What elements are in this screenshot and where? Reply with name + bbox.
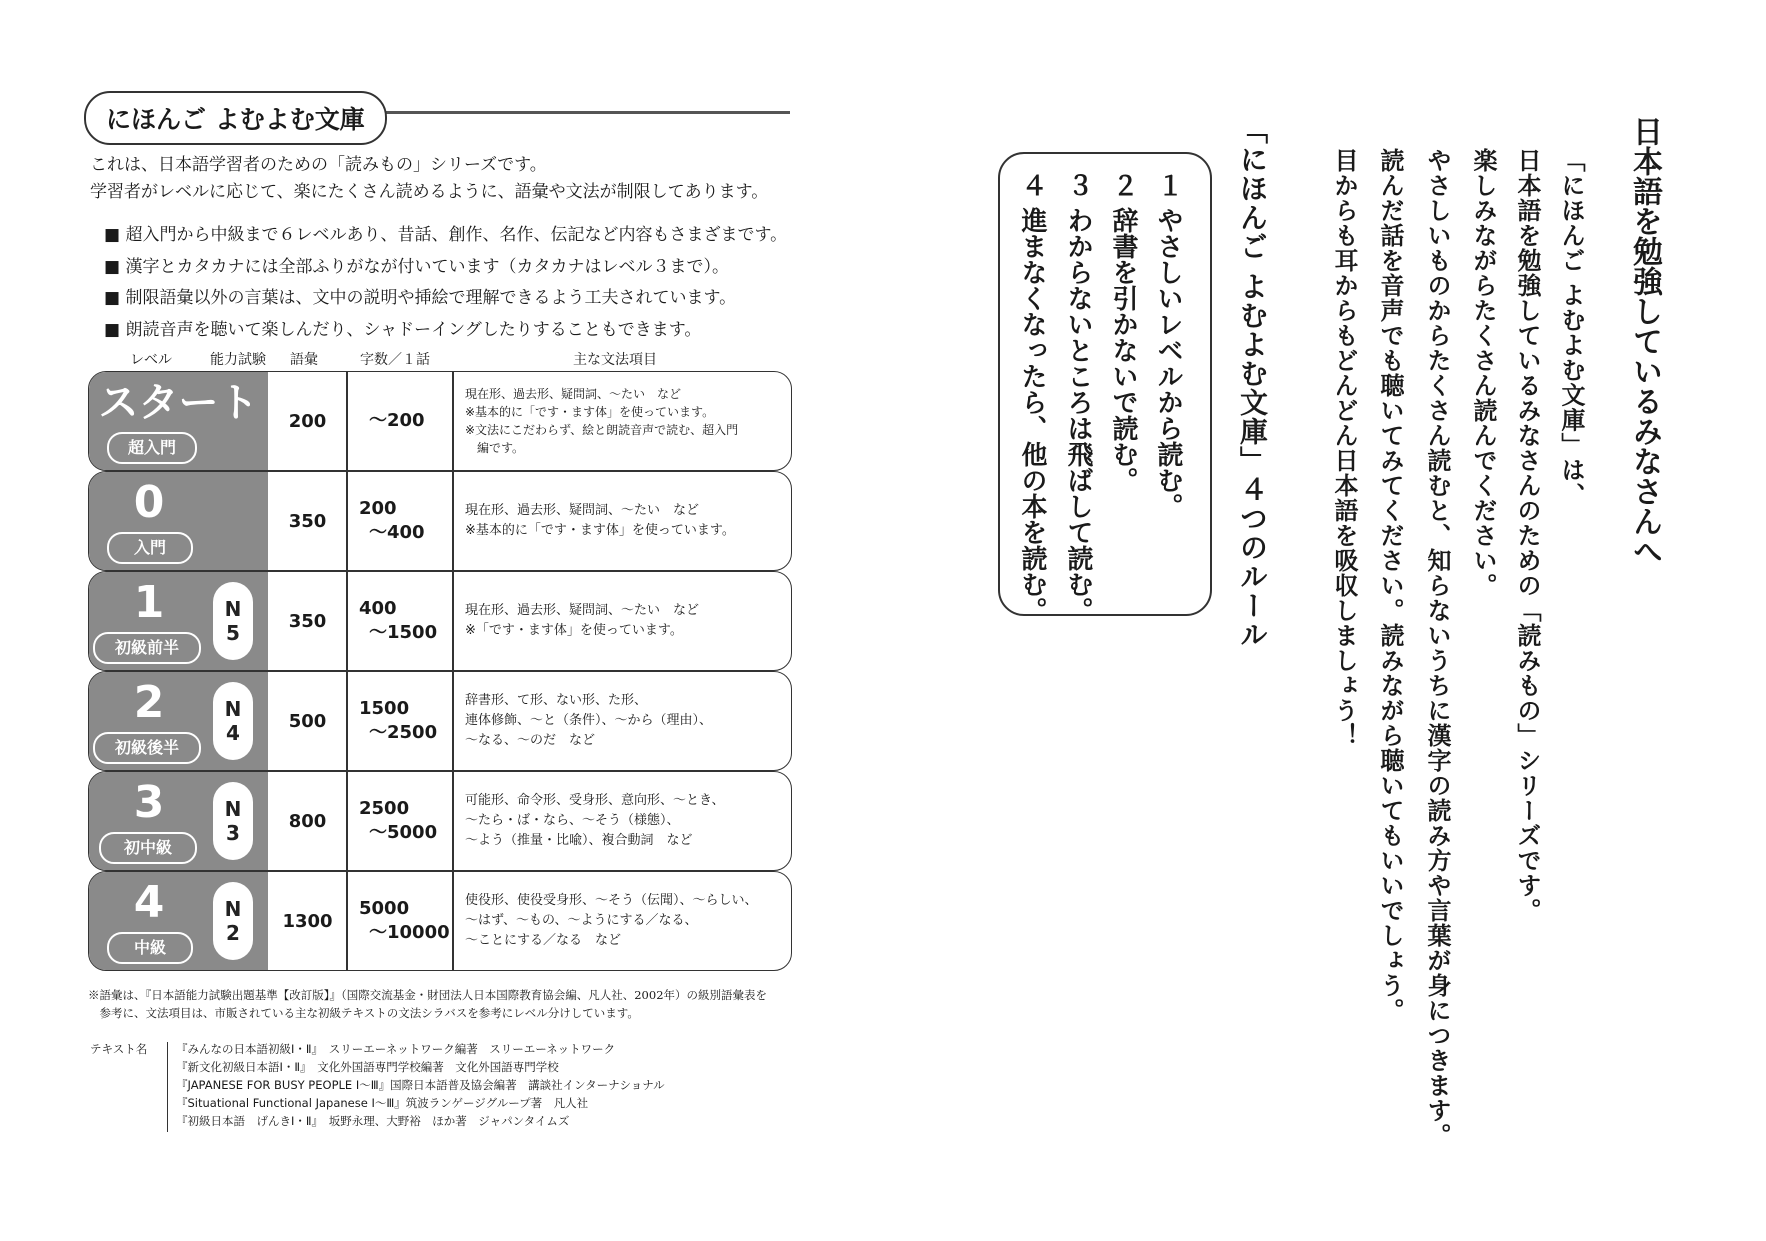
level-number: 1: [133, 577, 165, 628]
grammar-line: 可能形、命令形、受身形、意向形、～とき、: [465, 793, 725, 808]
grammar-items: [465, 872, 785, 970]
grammar-line: 辞書形、て形、ない形、た形、: [465, 693, 648, 708]
level-stage-pill: 超入門: [107, 432, 197, 464]
intro-line: 学習者がレベルに応じて、楽にたくさん読めるように、語彙や文法が制限してあります。: [90, 182, 769, 202]
level-stage-pill: 入門: [107, 532, 193, 564]
char-count-line: ～10000: [369, 922, 450, 943]
header-chars: 字数／１話: [360, 352, 430, 368]
char-count-line: 2500: [359, 798, 410, 819]
header-jlpt: 能力試験: [210, 352, 266, 368]
char-count-line: 1500: [359, 698, 410, 719]
textbook-item: 『Situational Functional Japanese Ⅰ～Ⅲ』筑波ランゲージグループ著 凡人社: [176, 1096, 589, 1110]
message-line: 「にほんご よむよむ文庫」は、: [1557, 148, 1585, 508]
jlpt-number: 4: [226, 721, 240, 745]
grammar-line: ～はず、～もの、～ようにする／なる、: [465, 913, 698, 928]
series-title: [84, 91, 387, 145]
vocab-count: 500: [288, 710, 327, 732]
level-stage-pill: 初中級: [99, 832, 197, 864]
level-number: 3: [133, 777, 165, 828]
grammar-line: ～なる、～のだ など: [465, 733, 596, 748]
char-count: [359, 472, 454, 570]
column-divider: [346, 472, 348, 570]
grammar-line: ※「です・ます体」を使っています。: [465, 623, 683, 638]
series-title-text: にほんご よむよむ文庫: [106, 105, 365, 134]
jlpt-letter: N: [224, 697, 242, 721]
grammar-line: 現在形、過去形、疑問詞、～たい など: [465, 503, 700, 518]
jlpt-badge: [213, 782, 253, 860]
message-line: 読んだ話を音声でも聴いてみてください。読みながら聴いてもいいでしょう。: [1376, 148, 1404, 1023]
jlpt-badge: [213, 682, 253, 760]
level-table-header: [88, 349, 792, 371]
char-count: [359, 672, 454, 770]
message-heading: 日本語を勉強しているみなさんへ: [1627, 116, 1662, 566]
jlpt-number: 2: [226, 921, 240, 945]
vocab-count: 1300: [282, 910, 333, 932]
char-count: [359, 772, 454, 870]
jlpt-badge: [213, 882, 253, 960]
char-count-line: 200: [359, 498, 397, 519]
feature-item: ■ 超入門から中級まで６レベルあり、昔話、創作、名作、伝記など内容もさまざまです。: [104, 220, 824, 252]
jlpt-letter: N: [224, 597, 242, 621]
message-line: 目からも耳からもどんどん日本語を吸収しましょう！: [1330, 148, 1358, 748]
vocab-count: 800: [288, 810, 327, 832]
char-count: [359, 372, 454, 470]
message-line: やさしいものからたくさん読むと、知らないうちに漢字の読み方や言葉が身につきます。: [1423, 148, 1451, 1148]
jlpt-letter: N: [224, 897, 242, 921]
level-stage-pill: 初級後半: [93, 732, 201, 764]
vocab-count: 350: [288, 610, 327, 632]
grammar-line: ※基本的に「です・ます体」を使っています。: [465, 523, 735, 538]
textbook-item: 『新文化初級日本語Ⅰ・Ⅱ』 文化外国語専門学校編著 文化外国語専門学校: [176, 1060, 559, 1074]
char-count-line: ～2500: [369, 722, 438, 743]
column-divider: [346, 872, 348, 970]
intro-line: これは、日本語学習者のための「読みもの」シリーズです。: [90, 155, 547, 175]
grammar-line: 編です。: [465, 441, 525, 455]
jlpt-number: 3: [226, 821, 240, 845]
level-number: スタート: [98, 380, 259, 426]
level-badge: [89, 772, 268, 870]
level-number: 4: [133, 877, 165, 928]
vocab-count: 200: [288, 410, 327, 432]
char-count-line: ～5000: [369, 822, 438, 843]
level-row-2: [88, 671, 792, 771]
header-level: レベル: [130, 352, 172, 368]
jlpt-badge: [213, 582, 253, 660]
level-stage-pill: 初級前半: [93, 632, 201, 664]
grammar-items: [465, 472, 785, 570]
message-line: 日本語を勉強しているみなさんのための「読みもの」シリーズです。: [1513, 148, 1541, 923]
grammar-line: 現在形、過去形、疑問詞、～たい など: [465, 603, 700, 618]
level-row-start: [88, 371, 792, 471]
char-count-line: ～400: [369, 522, 425, 543]
level-badge: [89, 672, 268, 770]
footnote-line: 参考に、文法項目は、市販されている主な初級テキストの文法シラバスを参考にレベル分けしています。: [88, 1006, 639, 1020]
column-divider: [346, 672, 348, 770]
level-row-0: [88, 471, 792, 571]
level-number: 0: [133, 477, 165, 528]
textbook-item: 『JAPANESE FOR BUSY PEOPLE Ⅰ～Ⅲ』国際日本語普及協会編著 講談社インターナショナル: [176, 1078, 665, 1092]
grammar-line: ～よう（推量・比喩）、複合動詞 など: [465, 833, 693, 848]
grammar-line: 使役形、使役受身形、～そう（伝聞）、～らしい、: [465, 893, 758, 908]
textbook-label: テキスト名: [90, 1042, 148, 1056]
textbook-item: 『初級日本語 げんきⅠ・Ⅱ』 坂野永理、大野裕 ほか著 ジャパンタイムズ: [176, 1114, 570, 1128]
rule-item: ２ 辞書を引かないで読む。: [1108, 172, 1138, 494]
char-count-line: 5000: [359, 898, 410, 919]
grammar-items: [465, 372, 785, 470]
jlpt-letter: N: [224, 797, 242, 821]
grammar-items: [465, 572, 785, 670]
vocab-count: 350: [288, 510, 327, 532]
level-badge: [89, 872, 268, 970]
char-count: [359, 872, 454, 970]
textbook-rule: [167, 1042, 168, 1132]
char-count-line: 400: [359, 598, 397, 619]
rule-item: ４ 進まなくなったら、他の本を読む。: [1017, 172, 1047, 624]
header-vocab: 語彙: [290, 352, 318, 368]
grammar-line: ～たら・ば・なら、～そう（様態）、: [465, 813, 680, 828]
level-row-1: [88, 571, 792, 671]
jlpt-number: 5: [226, 621, 240, 645]
column-divider: [346, 572, 348, 670]
char-count-line: ～1500: [369, 622, 438, 643]
rule-item: １ やさしいレベルから読む。: [1153, 172, 1183, 520]
message-line: 楽しみながらたくさん読んでください。: [1469, 148, 1497, 598]
vocab-footnote: [88, 986, 798, 1022]
intro-paragraph: [90, 152, 810, 206]
feature-item: ■ 漢字とカタカナには全部ふりがなが付いています（カタカナはレベル３まで）。: [104, 252, 824, 284]
level-badge: [89, 372, 268, 470]
grammar-line: 連体修飾、～と（条件）、～から（理由）、: [465, 713, 713, 728]
textbook-item: 『みんなの日本語初級Ⅰ・Ⅱ』 スリーエーネットワーク編著 スリーエーネットワーク: [176, 1042, 616, 1056]
grammar-line: 現在形、過去形、疑問詞、～たい など: [465, 387, 682, 401]
rules-title: 「にほんご よむよむ文庫」４つのルール: [1236, 116, 1269, 649]
level-number: 2: [133, 677, 165, 728]
grammar-items: [465, 672, 785, 770]
footnote-line: ※語彙は、『日本語能力試験出題基準【改訂版】』（国際交流基金・財団法人日本国際教育協会編、凡人社、2002年）の級別語彙表を: [88, 988, 768, 1002]
grammar-items: [465, 772, 785, 870]
char-count: [359, 572, 454, 670]
column-divider: [346, 372, 348, 470]
feature-item: ■ 朗読音声を聴いて楽しんだり、シャドーイングしたりすることもできます。: [104, 315, 824, 347]
grammar-line: ※文法にこだわらず、絵と朗読音声で読む、超入門: [465, 423, 739, 437]
grammar-line: ※基本的に「です・ます体」を使っています。: [465, 405, 715, 419]
column-divider: [346, 772, 348, 870]
feature-item: ■ 制限語彙以外の言葉は、文中の説明や挿絵で理解できるよう工夫されています。: [104, 283, 824, 315]
level-badge: [89, 472, 268, 570]
level-stage-pill: 中級: [107, 932, 193, 964]
header-grammar: 主な文法項目: [573, 352, 657, 368]
char-count-line: ～200: [369, 410, 425, 431]
level-badge: [89, 572, 268, 670]
level-row-3: [88, 771, 792, 871]
grammar-line: ～ことにする／なる など: [465, 933, 622, 948]
feature-list: [104, 220, 824, 346]
level-row-4: [88, 871, 792, 971]
rule-item: ３ わからないところは飛ばして読む。: [1063, 172, 1093, 624]
